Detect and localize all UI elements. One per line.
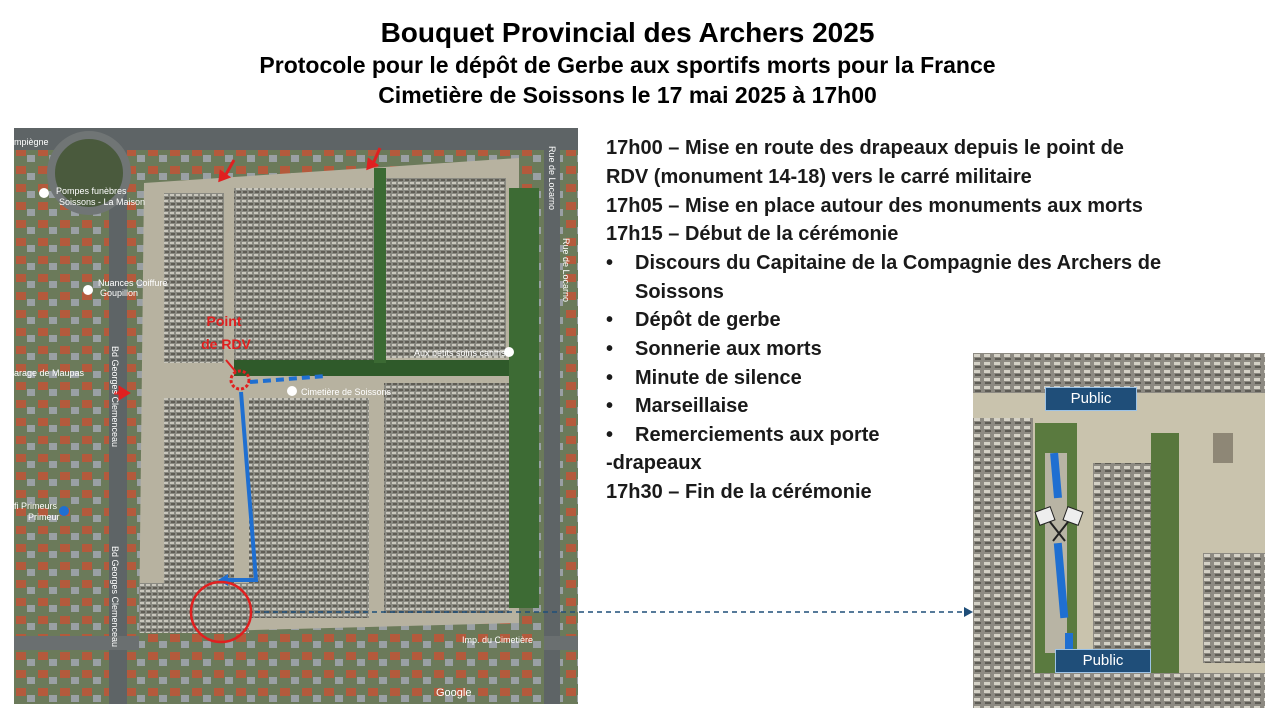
program-line: RDV (monument 14-18) vers le carré militaire	[606, 165, 1032, 188]
program-line: -drapeaux	[606, 452, 702, 475]
program-line: 17h30 – Fin de la cérémonie	[606, 481, 872, 504]
bullet-text: • Sonnerie aux morts	[635, 337, 822, 360]
street-label-locarno-2: Rue de Locarno	[561, 238, 571, 303]
map-label-imp-cimetiere: Imp. du Cimetière	[462, 635, 534, 645]
title-date-location: Cimetière de Soissons le 17 mai 2025 à 17h00	[378, 82, 877, 108]
map-label-cimetiere: Cimetière de Soissons	[301, 387, 392, 397]
public-label-bottom: Public	[1055, 649, 1151, 673]
program-bullet	[606, 249, 1246, 306]
map-label-primeur: Primeur	[28, 512, 60, 522]
bullet-text-cont: Soissons	[635, 280, 724, 303]
rdv-label-line2: de RDV	[201, 336, 251, 352]
street-label-clemenceau-2: Bd Georges Clemenceau	[110, 546, 120, 648]
bullet-text: • Dépôt de gerbe	[635, 309, 781, 332]
program-line: 17h05 – Mise en place autour des monuments aux morts	[606, 194, 1143, 217]
slide-title	[0, 16, 1255, 110]
map-label-compiegne: mpiègne	[14, 137, 49, 147]
program-bullet	[606, 306, 1246, 335]
google-watermark: Google	[436, 687, 472, 699]
rdv-label-line1: Point	[206, 313, 242, 329]
cemetery-satellite-map	[14, 128, 578, 704]
public-label-top: Public	[1045, 387, 1137, 411]
title-main: Bouquet Provincial des Archers 2025	[380, 17, 875, 48]
map-label-pompes-funebres: Pompes funèbres	[56, 186, 127, 196]
military-square-inset-map	[973, 353, 1265, 708]
bullet-text: • Minute de silence	[635, 366, 802, 389]
map-label-pompes-funebres-2: Soissons - La Maison	[59, 197, 146, 207]
bullet-text: • Discours du Capitaine de la Compagnie des Archers de	[635, 252, 1162, 275]
bullet-text: • Remerciements aux porte	[635, 423, 880, 446]
street-label-locarno-1: Rue de Locarno	[547, 146, 557, 211]
map-label-nuances-coiffure: Nuances Coiffure	[98, 278, 168, 288]
map-label-goupillon: Goupillon	[100, 288, 139, 298]
street-label-clemenceau-1: Bd Georges Clemenceau	[110, 346, 120, 448]
title-subtitle: Protocole pour le dépôt de Gerbe aux sportifs morts pour la France	[259, 52, 996, 78]
bullet-text: • Marseillaise	[635, 395, 749, 418]
program-line: 17h00 – Mise en route des drapeaux depuis le point de	[606, 137, 1124, 159]
program-line: 17h15 – Début de la cérémonie	[606, 223, 899, 246]
map-label-primeurs: fi Primeurs	[14, 501, 58, 511]
map-label-garage: arage de Maupas	[14, 368, 85, 378]
map-label-petits-soins: Aux petits soins canins	[414, 348, 506, 358]
